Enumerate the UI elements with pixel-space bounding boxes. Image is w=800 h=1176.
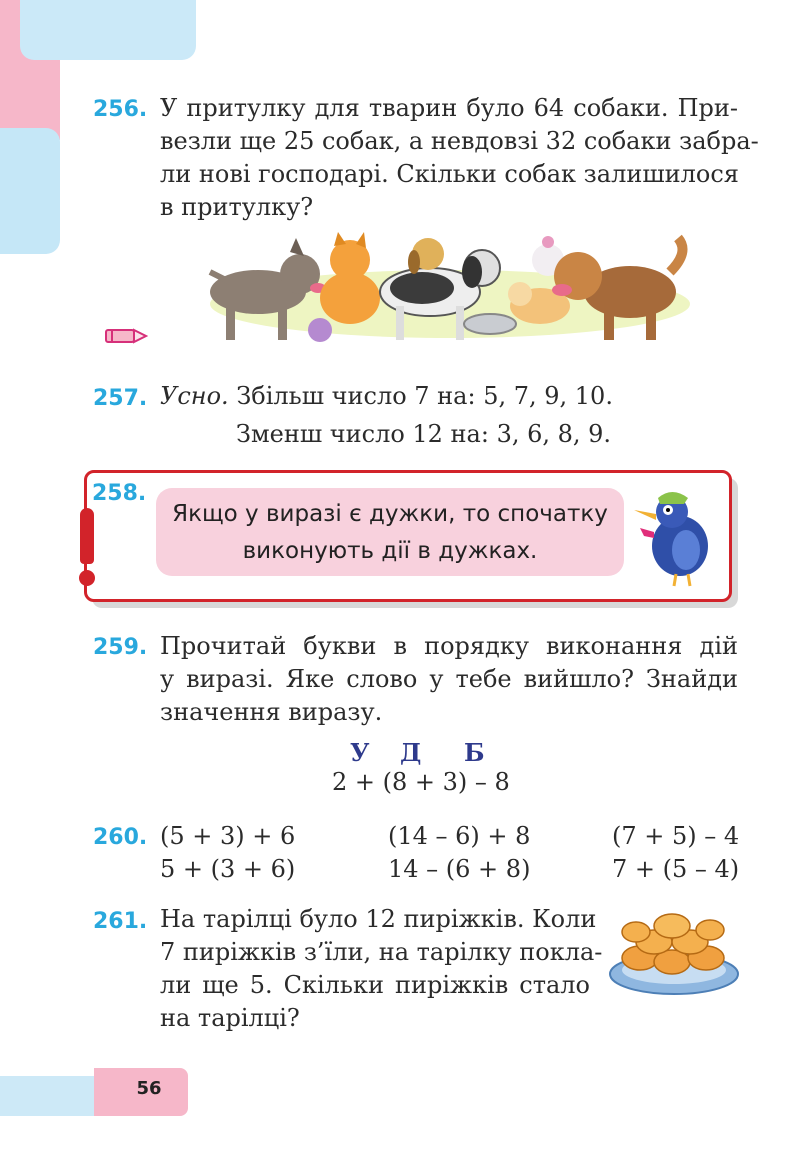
expression: 2 + (8 + 3) – 8 — [332, 768, 510, 796]
text-line: На тарілці було 12 пиріжків. Коли — [160, 905, 597, 933]
expression-r1c1: (5 + 3) + 6 — [160, 822, 296, 850]
text-line: у виразі. Яке слово у тебе вийшло? Знайди — [160, 665, 738, 693]
text-line: ли ще 5. Скільки пиріжків стало — [160, 971, 590, 999]
exercise-257-text — [160, 380, 613, 413]
exclamation-dot — [79, 570, 95, 586]
expression-r2c1: 5 + (3 + 6) — [160, 855, 296, 883]
text-line — [160, 380, 613, 413]
letter-u: У — [350, 738, 370, 767]
exercise-259-text — [160, 630, 738, 729]
expression-r1c2: (14 – 6) + 8 — [388, 822, 531, 850]
exercise-258-number: 258. — [92, 481, 147, 506]
letter-d: Д — [400, 738, 422, 767]
text-line: на тарілці? — [160, 1004, 300, 1032]
exercise-261-number: 261. — [93, 909, 148, 934]
pencil-icon — [104, 326, 148, 346]
exercise-259-number: 259. — [93, 635, 148, 660]
corner-tab-blue-side — [0, 128, 60, 254]
page-band — [0, 1076, 94, 1116]
exercise-257-number: 257. — [93, 386, 148, 411]
exercise-261-text — [160, 903, 603, 1035]
page-number: 56 — [136, 1078, 162, 1099]
text-line: 7 пиріжків з’їли, на тарілку покла- — [160, 938, 603, 966]
dogs-illustration — [200, 232, 690, 348]
text-line: ли нові господарі. Скільки собак залишилося — [160, 160, 739, 188]
rule-line: виконують дії в дужках. — [242, 538, 538, 564]
text-line: У притулку для тварин було 64 собаки. При- — [160, 94, 738, 122]
rule-text — [156, 496, 624, 570]
text-line: Прочитай букви в порядку виконання дій — [160, 632, 738, 660]
bird-illustration — [630, 484, 720, 588]
expression-r1c3: (7 + 5) – 4 — [612, 822, 740, 850]
rule-line: Якщо у виразі є дужки, то спочатку — [172, 501, 608, 527]
exclamation-icon — [80, 508, 94, 564]
text-line: в притулку? — [160, 193, 314, 221]
exercise-260-number: 260. — [93, 825, 148, 850]
letter-b: Б — [464, 738, 485, 767]
text-line: везли ще 25 собак, а невдовзі 32 собаки забра- — [160, 127, 759, 155]
expression-r2c2: 14 – (6 + 8) — [388, 855, 531, 883]
corner-tab-blue-top — [20, 0, 196, 60]
oral-label: Усно. — [160, 382, 229, 410]
exercise-256-number: 256. — [93, 97, 148, 122]
pies-plate-illustration — [606, 904, 742, 1000]
expression-r2c3: 7 + (5 – 4) — [612, 855, 740, 883]
exercise-257-line2: Зменш число 12 на: 3, 6, 8, 9. — [236, 420, 612, 448]
text-line: значення виразу. — [160, 698, 383, 726]
exercise-256-text — [160, 92, 759, 224]
increase-task: Збільш число 7 на: 5, 7, 9, 10. — [236, 382, 613, 410]
